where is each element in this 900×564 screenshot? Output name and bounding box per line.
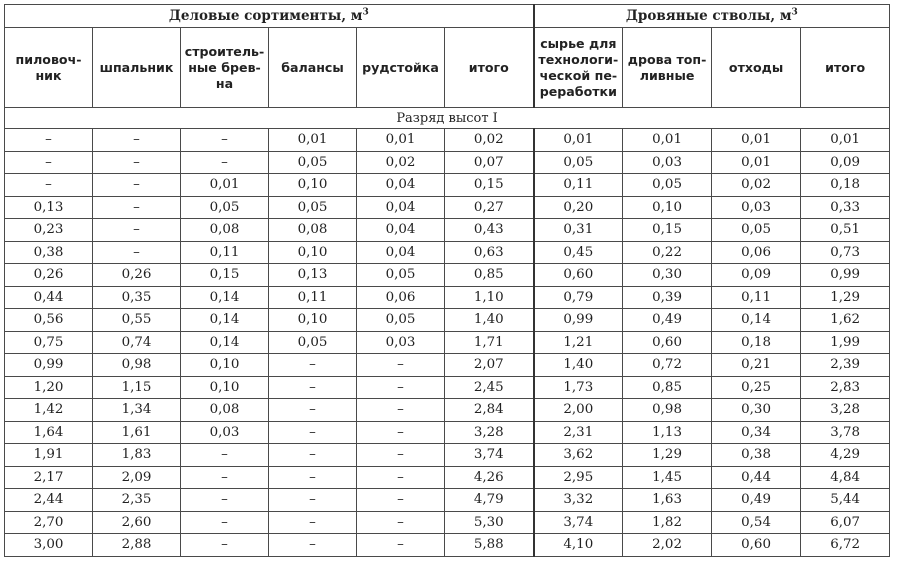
table-cell: 0,11: [269, 286, 357, 309]
group-firewood-header: [534, 5, 890, 28]
table-cell: 0,30: [623, 264, 712, 287]
table-cell: 0,11: [181, 241, 269, 264]
table-cell: 0,02: [357, 151, 445, 174]
table-cell: 6,07: [801, 511, 890, 534]
table-cell: 0,27: [445, 196, 534, 219]
table-cell: 3,74: [445, 444, 534, 467]
table-cell: 0,01: [712, 151, 801, 174]
table-cell: –: [181, 466, 269, 489]
table-cell: 4,79: [445, 489, 534, 512]
table-cell: 1,10: [445, 286, 534, 309]
table-cell: 1,73: [534, 376, 623, 399]
table-cell: 5,44: [801, 489, 890, 512]
table-cell: –: [181, 511, 269, 534]
table-cell: 0,08: [181, 219, 269, 242]
table-cell: 0,03: [357, 331, 445, 354]
table-cell: 0,03: [712, 196, 801, 219]
table-cell: 0,05: [623, 174, 712, 197]
rank-row: [5, 108, 890, 129]
table-cell: –: [5, 129, 93, 152]
column-header: рудстойка: [357, 28, 445, 108]
table-cell: 0,60: [623, 331, 712, 354]
table-body: [5, 108, 890, 557]
table-cell: 1,40: [445, 309, 534, 332]
table-cell: 1,13: [623, 421, 712, 444]
table-cell: 1,40: [534, 354, 623, 377]
table-cell: 0,15: [181, 264, 269, 287]
table-cell: 0,74: [93, 331, 181, 354]
table-cell: 0,09: [801, 151, 890, 174]
table-cell: 0,73: [801, 241, 890, 264]
table-cell: 0,38: [712, 444, 801, 467]
table-cell: 0,05: [269, 151, 357, 174]
table-cell: 0,10: [269, 174, 357, 197]
table-cell: 0,11: [712, 286, 801, 309]
table-cell: 0,10: [181, 376, 269, 399]
table-cell: 0,04: [357, 219, 445, 242]
table-cell: 5,30: [445, 511, 534, 534]
table-cell: 0,44: [712, 466, 801, 489]
group-firewood-label: Дровяные стволы, м: [625, 8, 792, 24]
table-cell: –: [269, 354, 357, 377]
table-cell: 0,25: [712, 376, 801, 399]
table-cell: 0,51: [801, 219, 890, 242]
table-cell: 2,60: [93, 511, 181, 534]
column-header: шпальник: [93, 28, 181, 108]
table-cell: –: [5, 174, 93, 197]
table-cell: 2,70: [5, 511, 93, 534]
table-cell: 0,54: [712, 511, 801, 534]
table-cell: 0,06: [712, 241, 801, 264]
table-row: [5, 376, 890, 399]
table-cell: 0,06: [357, 286, 445, 309]
table-cell: 4,26: [445, 466, 534, 489]
table-cell: 0,05: [269, 331, 357, 354]
table-cell: 1,63: [623, 489, 712, 512]
column-header: сырье для технологи- ческой пе- реработки: [534, 28, 623, 108]
table-cell: 0,14: [712, 309, 801, 332]
table-cell: –: [269, 511, 357, 534]
table-cell: 1,34: [93, 399, 181, 422]
table-cell: 0,85: [445, 264, 534, 287]
table-cell: 0,05: [181, 196, 269, 219]
table-row: [5, 241, 890, 264]
table-cell: 2,88: [93, 534, 181, 557]
table-cell: 0,03: [623, 151, 712, 174]
table-cell: 0,04: [357, 241, 445, 264]
table-cell: 0,60: [534, 264, 623, 287]
table-cell: 0,98: [623, 399, 712, 422]
table-row: [5, 151, 890, 174]
column-header-row: [5, 28, 890, 108]
table-cell: 0,60: [712, 534, 801, 557]
table-cell: 3,28: [801, 399, 890, 422]
table-cell: –: [269, 444, 357, 467]
table-row: [5, 286, 890, 309]
table-cell: 0,10: [269, 309, 357, 332]
table-cell: 0,18: [801, 174, 890, 197]
rank-label: Разряд высот I: [5, 108, 890, 129]
table-cell: 2,95: [534, 466, 623, 489]
table-cell: 0,05: [357, 309, 445, 332]
table-cell: 2,84: [445, 399, 534, 422]
table-cell: 2,83: [801, 376, 890, 399]
table-row: [5, 309, 890, 332]
table-cell: –: [357, 399, 445, 422]
group-commercial-label: Деловые сортименты, м: [168, 8, 363, 24]
table-cell: –: [181, 151, 269, 174]
table-cell: –: [269, 534, 357, 557]
table-cell: 0,85: [623, 376, 712, 399]
table-row: [5, 129, 890, 152]
table-cell: 0,49: [712, 489, 801, 512]
table-cell: 2,00: [534, 399, 623, 422]
table-cell: –: [93, 241, 181, 264]
table-cell: 0,08: [181, 399, 269, 422]
table-cell: 0,99: [801, 264, 890, 287]
table-cell: 3,32: [534, 489, 623, 512]
table-cell: –: [93, 151, 181, 174]
table-cell: 3,62: [534, 444, 623, 467]
table-cell: 0,13: [5, 196, 93, 219]
column-header: балансы: [269, 28, 357, 108]
table-cell: –: [269, 376, 357, 399]
table-cell: 0,11: [534, 174, 623, 197]
table-cell: 4,29: [801, 444, 890, 467]
table-cell: 1,15: [93, 376, 181, 399]
table-cell: 0,02: [712, 174, 801, 197]
table-cell: 0,05: [269, 196, 357, 219]
table-cell: –: [357, 534, 445, 557]
table-cell: 0,35: [93, 286, 181, 309]
table-cell: 0,23: [5, 219, 93, 242]
table-cell: –: [357, 466, 445, 489]
table-cell: 0,44: [5, 286, 93, 309]
table-cell: 0,01: [181, 174, 269, 197]
table-cell: –: [269, 489, 357, 512]
table-cell: 1,29: [623, 444, 712, 467]
table-cell: –: [269, 421, 357, 444]
table-cell: –: [357, 421, 445, 444]
table-cell: 1,83: [93, 444, 181, 467]
table-cell: 0,14: [181, 309, 269, 332]
table-row: [5, 196, 890, 219]
table-cell: 0,79: [534, 286, 623, 309]
table-cell: 0,02: [445, 129, 534, 152]
table-cell: 0,49: [623, 309, 712, 332]
unit-power: 3: [791, 7, 798, 18]
table-cell: 0,08: [269, 219, 357, 242]
table-cell: 2,35: [93, 489, 181, 512]
table-cell: 2,17: [5, 466, 93, 489]
table-cell: –: [181, 489, 269, 512]
table-cell: 0,04: [357, 174, 445, 197]
table-cell: 0,30: [712, 399, 801, 422]
table-cell: 2,02: [623, 534, 712, 557]
table-cell: 1,21: [534, 331, 623, 354]
table-cell: 4,84: [801, 466, 890, 489]
table-row: [5, 354, 890, 377]
table-cell: 0,33: [801, 196, 890, 219]
table-cell: 0,56: [5, 309, 93, 332]
table-cell: 1,64: [5, 421, 93, 444]
column-header: строитель- ные брев- на: [181, 28, 269, 108]
table-cell: 0,15: [623, 219, 712, 242]
table-cell: 4,10: [534, 534, 623, 557]
table-row: [5, 444, 890, 467]
table-cell: 1,71: [445, 331, 534, 354]
table-row: [5, 466, 890, 489]
table-cell: 0,09: [712, 264, 801, 287]
table-cell: 3,78: [801, 421, 890, 444]
table-row: [5, 511, 890, 534]
table-cell: 0,39: [623, 286, 712, 309]
table-cell: 0,31: [534, 219, 623, 242]
table-cell: 0,26: [5, 264, 93, 287]
table-cell: 0,01: [801, 129, 890, 152]
table-cell: 0,05: [712, 219, 801, 242]
table-cell: 1,20: [5, 376, 93, 399]
table-cell: 0,34: [712, 421, 801, 444]
table-cell: 1,29: [801, 286, 890, 309]
table-cell: 0,10: [623, 196, 712, 219]
table-cell: 0,03: [181, 421, 269, 444]
table-cell: 0,07: [445, 151, 534, 174]
table-cell: 0,01: [534, 129, 623, 152]
table-cell: 0,99: [534, 309, 623, 332]
table-cell: 1,61: [93, 421, 181, 444]
table-cell: 2,07: [445, 354, 534, 377]
table-cell: 1,42: [5, 399, 93, 422]
table-cell: 0,14: [181, 286, 269, 309]
table-cell: 6,72: [801, 534, 890, 557]
table-cell: –: [93, 219, 181, 242]
table-cell: 0,43: [445, 219, 534, 242]
table-cell: 2,09: [93, 466, 181, 489]
table-cell: 0,10: [269, 241, 357, 264]
table-cell: 0,01: [712, 129, 801, 152]
table-cell: 1,45: [623, 466, 712, 489]
volume-table-container: [4, 4, 889, 557]
table-cell: 0,72: [623, 354, 712, 377]
table-cell: 0,55: [93, 309, 181, 332]
table-row: [5, 219, 890, 242]
table-row: [5, 534, 890, 557]
table-cell: 3,28: [445, 421, 534, 444]
table-cell: 5,88: [445, 534, 534, 557]
table-row: [5, 174, 890, 197]
table-cell: 0,04: [357, 196, 445, 219]
unit-power: 3: [362, 7, 369, 18]
table-cell: 0,63: [445, 241, 534, 264]
table-cell: 0,22: [623, 241, 712, 264]
table-cell: 0,14: [181, 331, 269, 354]
table-cell: –: [93, 196, 181, 219]
table-cell: 0,75: [5, 331, 93, 354]
table-row: [5, 264, 890, 287]
table-cell: –: [181, 534, 269, 557]
table-cell: –: [181, 444, 269, 467]
table-cell: 0,01: [357, 129, 445, 152]
table-cell: 3,74: [534, 511, 623, 534]
table-cell: 0,01: [269, 129, 357, 152]
table-cell: 0,15: [445, 174, 534, 197]
table-cell: 1,82: [623, 511, 712, 534]
table-cell: 1,91: [5, 444, 93, 467]
table-cell: –: [269, 466, 357, 489]
table-cell: 2,31: [534, 421, 623, 444]
table-cell: –: [181, 129, 269, 152]
table-cell: 0,05: [357, 264, 445, 287]
table-cell: –: [93, 129, 181, 152]
table-cell: 0,98: [93, 354, 181, 377]
column-header: итого: [801, 28, 890, 108]
table-cell: –: [269, 399, 357, 422]
table-cell: 0,01: [623, 129, 712, 152]
column-header: дрова топ- ливные: [623, 28, 712, 108]
table-cell: 0,10: [181, 354, 269, 377]
table-cell: –: [357, 354, 445, 377]
table-cell: –: [5, 151, 93, 174]
table-cell: 1,62: [801, 309, 890, 332]
timber-volume-table: [4, 4, 890, 557]
table-row: [5, 421, 890, 444]
column-header: итого: [445, 28, 534, 108]
table-cell: 0,21: [712, 354, 801, 377]
table-cell: 2,44: [5, 489, 93, 512]
table-cell: 0,45: [534, 241, 623, 264]
group-header-row: [5, 5, 890, 28]
table-cell: –: [357, 444, 445, 467]
column-header: отходы: [712, 28, 801, 108]
table-cell: –: [357, 511, 445, 534]
table-row: [5, 331, 890, 354]
table-cell: 2,39: [801, 354, 890, 377]
table-cell: –: [357, 376, 445, 399]
table-cell: –: [93, 174, 181, 197]
table-cell: 0,99: [5, 354, 93, 377]
table-cell: 0,20: [534, 196, 623, 219]
group-commercial-header: [5, 5, 534, 28]
table-cell: 0,18: [712, 331, 801, 354]
table-cell: –: [357, 489, 445, 512]
table-cell: 2,45: [445, 376, 534, 399]
table-row: [5, 489, 890, 512]
table-cell: 3,00: [5, 534, 93, 557]
table-cell: 1,99: [801, 331, 890, 354]
column-header: пиловоч- ник: [5, 28, 93, 108]
table-row: [5, 399, 890, 422]
table-cell: 0,13: [269, 264, 357, 287]
table-cell: 0,26: [93, 264, 181, 287]
table-cell: 0,05: [534, 151, 623, 174]
table-cell: 0,38: [5, 241, 93, 264]
